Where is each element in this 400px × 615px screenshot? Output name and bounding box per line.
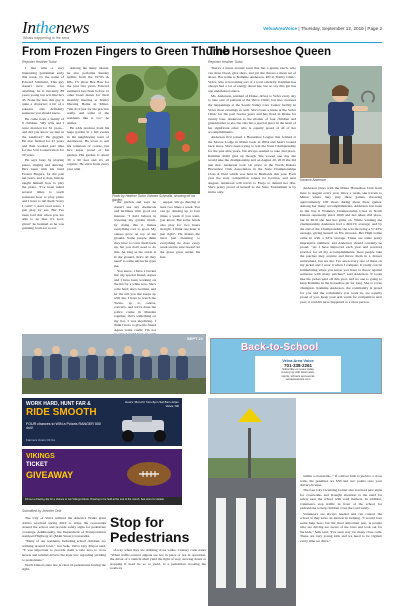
garden-photo-caption: Photo by Heather Tudor, Edward Schmaltz, showing off his garden. (112, 194, 196, 202)
story1-paragraph: He came from a family of 6 children. "My wife and I were married for 61 years... and did you know we met in the sandbox?" He giggled. He also farmed for 47 years and then worked part time for the Soil Conservation for 20 years. (22, 116, 64, 157)
masthead (22, 18, 382, 40)
group-photo (22, 334, 206, 394)
ride-smooth-title: RIDE SMOOTH (26, 407, 97, 418)
football-icon (122, 455, 176, 493)
story3-headline-line-2: Pedestrians (110, 529, 190, 545)
group-photo-image (22, 334, 206, 394)
atv-icon (114, 414, 178, 444)
story2-paragraph: Ms. Anderson, resident of Drake, drives to Velva every day to take care of patients at the Velva Clinic, but also oversees the happenings at the Souris Valley Care Center facility in Velva most evenings as well. She's been a nurse at the Velva Clinic for the past twelve years and has lived in Drake for twenty four. Anderson is the mother of four children and grandmother to six, but also has a special place in the heart of her significant other who is equally proud of all of her accomplishments. (208, 93, 296, 135)
story3-headline (110, 515, 189, 545)
ride-smooth-sponsor: Farmers Union Oil Co. (26, 438, 56, 442)
story1-column-3 (114, 200, 156, 330)
story2-byline: Reporter Heather Tudor (208, 60, 243, 64)
back-to-school-title: Back-to-School (241, 342, 319, 353)
story1-paragraph: You know, I have a bucket list; my special friend, Agnes and I have been working on the list for a while now. She's a die hard; she's German, and let me tell you she keeps up with me. I have to watch the Twins, go to rodeos, concerts, and we've done the police cruise in Mandan together, that's something on my list. I was skydiving. I think I have to give his friend Agnes some credit; I'm not (114, 268, 156, 332)
story2-paragraph: Anderson plays with the Minot Horseshoe Club from June to August every year. Once a week, she travels to Minot where they play three games, throwing approximately 100 shoes during those three games. Among her many accomplishments, Anderson has been in the Top 6 Women's Championship Class in North Dakota repeatedly since 2009 and has taken 2nd place, but in 2019 she had her game on. While winning the championship Anderson had a 49.01% average; and by the end of the Championship she was throwing a 57.43% average, giving herself an 8% increase. Her High Game came in with a 63% average. These are some pretty impressive numbers, and Anderson should certainly be proud. "As I have improved each year and received practice for all my accomplishments, most people take the patches they acquire and throw them in a drawer somewhere, but not me. I've sewn every one of these on my jacket and I wear it when I compete. It really can be intimidating when you know you have to throw against someone with many patches!" said Anderson. It looks like the jacket paid off this year, and no one is going to keep Kammie in the horseshoe pit for long. She is a true champion. Kammie Anderson, the community is proud for you and the community you work in, are equally proud of you. Keep your arm warm for competition next year; it couldn't have happened to a nicer person. (300, 186, 382, 304)
masthead-tagline: Whats happening in the area (23, 36, 69, 40)
ride-smooth-subtitle: FOUR chances to WIN a Polaris RANGER 500 4x4! (26, 422, 101, 431)
vikings-giveaway: GIVEAWAY (26, 470, 74, 480)
story1-column-4 (160, 200, 200, 330)
vikings-title: VIKINGS (26, 453, 55, 460)
vikings-ad[interactable] (22, 449, 182, 497)
horseshoe-photo-image (300, 66, 382, 178)
story1-paragraph: I met with a very interesting gentleman early this week, by the name of Edward Schmaltz. This guy doesn't slow down, for anything, he is currently 89 years young but acts like he's 45. None the less, this guy is quite a character; a bit of a jokester and definitely someone you should know. (22, 66, 64, 116)
story2-paragraph: There's a nurse around town that has a gentle touch, who can draw blood, give shots, and yet she throws a mean set of shoes. Her name is Kammie Anderson, RN at Trinity Clinic-Velva, who is becoming sort of a local celebrity. Kammie has always had a lot of energy about her, but so say this gal has one undefeated stance. (208, 66, 296, 93)
back-to-school-ad[interactable] (210, 338, 382, 394)
masthead-rule (22, 42, 382, 43)
horseshoe-photo-caption: Kammie Anderson (300, 178, 327, 182)
ad-line: sports, schools and events (281, 373, 315, 378)
garden-photo-image (112, 66, 200, 194)
story2-headline: The Horseshoe Queen (208, 45, 332, 58)
story1-column-1 (22, 66, 64, 330)
story3-paragraph: Volunteers are always needed and can contact the school if they have an interest in helping. "I would love some help here, but the most important part, is people who are driving are aware of the laws and look out for the kids," Selk said. "I've seen way too many close calls. These are very young kids and we need to be vigilant every time we drive." (300, 511, 382, 543)
group-photo-date-stamp: SEPT 21 (186, 336, 203, 341)
story3-paragraph: within a crosswalk..." If a driver fails to yield to a cross walk, the penalties are $30 and two points onto your driver's license. (300, 474, 382, 488)
ride-smooth-top-line: WORK HARD, HUNT FAR & (26, 401, 91, 407)
ride-smooth-ad[interactable] (22, 398, 182, 446)
logo-news: news (55, 18, 90, 37)
vikings-fine-print: Fill out a drawing slip for a chance to win Vikings tickets. Drawing to be held at the end of the month. See store for details. (22, 497, 182, 505)
issue-date: | Thursday, September 12, 2019 | Page 2 (298, 26, 382, 31)
crosswalk-photo (208, 398, 296, 606)
vikings-ticket: TICKET (26, 462, 48, 468)
story3-column-1 (22, 516, 106, 606)
story1-paragraph: the garden and says he doesn't use any chemicals and fertilizes with good old manure. "I don't believe in watering my garden much, by doing this it makes everything root to good. My onions grow on top of the ground. Some people think they have to cover them back up, but you don't need to do that. As long as the onion is in the ground, that's all they need" is some advice he gave me. (114, 200, 156, 268)
story3-paragraph: The four City Licensing Center also received new signs for crosswalks and brought attention to the need for safety near the school with road markers. In addition, volunteers stop traffic in front of the school for pedestrians to help children cross the road safely. (300, 488, 382, 511)
masthead-logo (22, 18, 89, 38)
ad-line: to keep up with local news, (281, 370, 315, 375)
story1-paragraph: supper. We go dancing at least two times a week. You can go dancing up to four times a week if you want, you know. But some bands also play for two hours straight. I think one hour is just right". He makes me tired just listening to everything he does every week and he sure doesn't let the grass grow under his feet. (160, 200, 200, 259)
horseshoe-photo (300, 66, 382, 178)
story1-paragraph: He adds produce from his huge garden in a fall events in the neighboring town of Anamoose. He loves to sell his tomatoes of course, but he's super proud of his garden. His garden is about 30 x 60 feet and it's all organic. He starts fresh every year with (67, 125, 109, 171)
story1-paragraph: Among his many talents, he also performs Sunday hymns from the 1970's & 80's, TV show Hee Haw for the past five years. Edward estimates he's been before 15 other band mates for their monthly meeting at Trinity Nursing Home in Minot. "We do it just for the practice really, and some of the residents like it too" he smiles. (67, 66, 109, 125)
story1-headline: From Frozen Fingers to Green Thumb (22, 45, 231, 58)
back-to-school-info-box (255, 356, 341, 392)
story1-byline: Reporter Heather Tudor (22, 60, 57, 64)
ad-phone-number: 701-338-2261 (283, 363, 313, 368)
story3-paragraph: of-way when they are utilizing cross walks. Century code states "When traffic-control signals are not in place or not in operation, the driver of a vehicle shall yield the right of way, slowing down or stopping if need be so to yield, to a pedestrian crossing the roadway (110, 548, 206, 571)
story3-column-2 (110, 548, 206, 606)
ride-smooth-hours: Hours: Mon-Fri 7am-6pm Sat 8am-12pm Velva, ND (124, 400, 179, 408)
story2-column-1 (208, 66, 296, 332)
story2-paragraph: Anderson first joined a Horseshoe League that formed at the Moose Lodge in Minot back in 2004 and hasn't looked back since. She's been trying to win the State Championship for the past nine years, but always seemed to take 2nd place. Kammie didn't give up though. She vowed one day she would take the championship and on August 20, 2019 she did just that. Anderson took 1st place at the North Dakota Horseshoe Club Association in the State Championships Class A West which was held in Bismarck this year. Each year the state competition rotates its location, and next August, Anderson will travel to Fargo to defend her title. She's pretty proud of herself as the State Tournament is by invite only. (208, 135, 296, 194)
garden-photo (112, 66, 200, 194)
story2-column-2 (300, 186, 382, 332)
story3-headline-line-1: Stop for (110, 514, 164, 530)
site-name: VelvaAreaVoice (263, 26, 298, 31)
story1-paragraph: He says busy by playing piano, singing and dancing. He's been with his band Frozen Fingers, for the past ten years, and to date, him he taught himself how to play the piano. "I've been asked several times to teach someone how to play piano and I have to tell them 'Sorry I can't!' I don't read notes, I just play by ear. But I've been told that when you are able to do that, it's God-given" he beamed as he was grinning from ear to ear. (22, 158, 64, 231)
logo-in: In (22, 18, 36, 37)
story3-paragraph: The City of Velva utilized the America Walks grant dollars received spring 2019 to stripe the crosswalks around the school and provide safety signs for pedestrian crossings. Additionally, the Department of Transportation restriped Highway 41 (Main Street) crosswalks. (22, 516, 106, 539)
ad-line: Subscribe or renew today (282, 367, 314, 371)
masthead-date-line (263, 26, 382, 31)
story3-byline: Submitted by Jennifer Selk (22, 509, 62, 513)
crosswalk-photo-image (208, 398, 296, 606)
ad-publisher-name: Velva Area Voice (282, 358, 314, 363)
ad-website-link[interactable]: velvaareavoice.com (285, 377, 311, 382)
story3-paragraph: North Dakota state law is clear on pedestrians having the right- (22, 562, 106, 572)
story1-column-2 (67, 66, 109, 330)
logo-the: the (35, 18, 56, 37)
story3-paragraph: "Many of our residents, including school children, are walking around town," Jen Selk, Velva City Mayor said. "It was important to provide them a safe area to cross streets and remind drivers the state law regarding yielding to pedestrians." (22, 539, 106, 562)
story3-column-3 (300, 474, 382, 606)
